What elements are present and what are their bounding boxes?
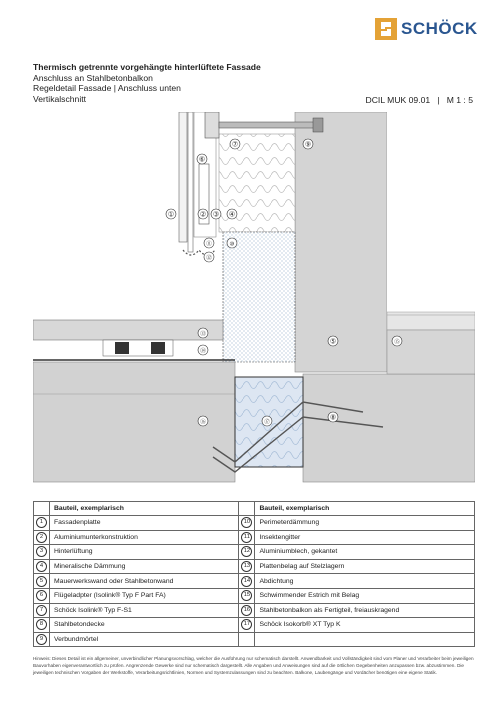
callout-5	[328, 336, 338, 346]
callout-9	[303, 139, 313, 149]
row-number-left: 7	[36, 605, 47, 616]
callout-6	[197, 154, 207, 164]
svg-text:⑦: ⑦	[231, 141, 239, 149]
row-label-left: Fassadenplatte	[50, 516, 239, 531]
svg-text:④: ④	[228, 211, 236, 219]
table-body	[34, 516, 475, 647]
row-number-right: 17	[241, 619, 252, 630]
callout-17	[262, 416, 272, 426]
row-number-left: 6	[36, 590, 47, 601]
table-row	[34, 603, 475, 618]
table-row	[34, 516, 475, 531]
callout-16	[198, 416, 208, 426]
callout-8	[328, 412, 338, 422]
callout-14	[198, 345, 208, 355]
row-number-left: 8	[36, 619, 47, 630]
row-label-left: Stahlbetondecke	[50, 618, 239, 633]
row-number-right: 10	[241, 517, 252, 528]
row-label-right: Plattenbelag auf Stelzlagern	[255, 559, 475, 574]
row-label-left: Schöck Isolink® Typ F-S1	[50, 603, 239, 618]
section-drawing	[33, 112, 475, 484]
table-row	[34, 559, 475, 574]
svg-text:⑰: ⑰	[264, 419, 270, 426]
brand-name: SCHÖCK	[401, 19, 478, 38]
row-number-right: 16	[241, 605, 252, 616]
callout-1	[166, 209, 176, 219]
svg-text:⑯: ⑯	[200, 419, 206, 426]
row-number-left: 4	[36, 561, 47, 572]
callout-12	[204, 252, 214, 262]
row-label-right	[255, 632, 475, 647]
row-label-right: Aluminiumblech, gekantet	[255, 545, 475, 560]
section-drawing-svg	[33, 112, 475, 484]
row-label-right: Perimeterdämmung	[255, 516, 475, 531]
document-subtitle-2: Regeldetail Fassade | Anschluss unten	[33, 83, 181, 94]
document-subtitle-1: Anschluss an Stahlbetonbalkon	[33, 72, 153, 83]
detail-code: DCIL MUK 09.01 | M 1 : 5	[365, 95, 473, 105]
row-label-right: Stahlbetonbalkon als Fertigteil, freiauskragend	[255, 603, 475, 618]
parts-table	[33, 501, 475, 647]
callout-2	[198, 209, 208, 219]
row-label-right: Insektengitter	[255, 530, 475, 545]
schoeck-logo	[375, 18, 478, 40]
facade-plate	[179, 112, 187, 242]
table-header-row	[34, 502, 475, 516]
callout-3	[211, 209, 221, 219]
isolink-bolt	[219, 122, 319, 128]
callout-15	[392, 336, 402, 346]
row-number-left: 2	[36, 532, 47, 543]
table-header-left: Bauteil, exemplarisch	[50, 502, 239, 516]
row-label-left: Verbundmörtel	[50, 632, 239, 647]
table-row	[34, 632, 475, 647]
wall	[295, 112, 387, 372]
row-label-right: Abdichtung	[255, 574, 475, 589]
table-row	[34, 574, 475, 589]
table-row	[34, 545, 475, 560]
document-subtitle-3: Vertikalschnitt	[33, 94, 87, 105]
row-number-right: 11	[241, 532, 252, 543]
table-row	[34, 588, 475, 603]
callout-4	[227, 209, 237, 219]
schoeck-logo-icon	[375, 18, 397, 40]
svg-text:⑧: ⑧	[329, 414, 337, 422]
row-label-left: Aluminiumunterkonstruktion	[50, 530, 239, 545]
callout-11	[204, 238, 214, 248]
row-label-left: Flügeladpter (Isolink® Typ F Part FA)	[50, 588, 239, 603]
callout-10	[227, 238, 237, 248]
slab-plates	[33, 320, 223, 340]
row-number-left: 3	[36, 546, 47, 557]
row-number-right: 15	[241, 590, 252, 601]
row-number-left: 5	[36, 576, 47, 587]
perimeter-insulation	[223, 232, 295, 362]
detail-number: DCIL MUK 09.01	[365, 95, 431, 105]
svg-text:⑨: ⑨	[304, 141, 312, 149]
svg-text:⑥: ⑥	[198, 156, 206, 164]
svg-text:⑭: ⑭	[200, 348, 206, 355]
row-label-left: Mauerwerkswand oder Stahlbetonwand	[50, 574, 239, 589]
svg-text:⑬: ⑬	[200, 331, 206, 338]
row-number-right: 13	[241, 561, 252, 572]
svg-text:②: ②	[199, 211, 207, 219]
table-row	[34, 618, 475, 633]
svg-text:⑪: ⑪	[206, 241, 212, 248]
table-row	[34, 530, 475, 545]
document-titles	[33, 62, 261, 105]
document-title: Thermisch getrennte vorgehängte hinterlüftete Fassade	[33, 62, 261, 72]
detail-scale: M 1 : 5	[446, 95, 473, 105]
svg-text:⑫: ⑫	[206, 255, 212, 262]
row-label-left: Mineralische Dämmung	[50, 559, 239, 574]
callout-7	[230, 139, 240, 149]
callout-13	[198, 328, 208, 338]
row-number-right: 12	[241, 546, 252, 557]
row-number-right: 14	[241, 576, 252, 587]
svg-text:⑮: ⑮	[394, 339, 400, 346]
row-label-right: Schöck Isokorb® XT Typ K	[255, 618, 475, 633]
row-number-left: 9	[36, 634, 47, 645]
svg-text:①: ①	[167, 211, 175, 219]
table-header-right: Bauteil, exemplarisch	[255, 502, 475, 516]
svg-text:⑤: ⑤	[329, 338, 337, 346]
row-label-right: Schwimmender Estrich mit Belag	[255, 588, 475, 603]
svg-text:⑩: ⑩	[229, 241, 235, 248]
concrete-slab	[303, 374, 475, 482]
screed	[387, 312, 475, 330]
svg-text:③: ③	[212, 211, 220, 219]
disclaimer-note: Hinweis: Dieses Detail ist ein allgemeiner, unverbindlicher Planungsvorschlag, welcher die Ausführung nur schematisch darstellt. Anwendbarkeit und Vollständigkeit sind vom Planer und Verarbeiter beim jeweiligen Bauvorhaben eigenverantwortlich zu prüfen. Angrenzende Gewerke sind nur schematisch dargestellt. Alle Angaben und Anweisungen sind auf die örtlichen Gegebenheiten anzupassen bzw. abzustimmen. Die jeweiligen technischen Vorgaben der Werkstoffe, Verarbeitungsrichtlinien, Normen und Systemzulassungen sind zu beachten. Balkone, Laubengänge und Vordächer benötigen eine eigene Statik.	[33, 656, 474, 676]
row-label-left: Hinterlüftung	[50, 545, 239, 560]
row-number-left: 1	[36, 517, 47, 528]
